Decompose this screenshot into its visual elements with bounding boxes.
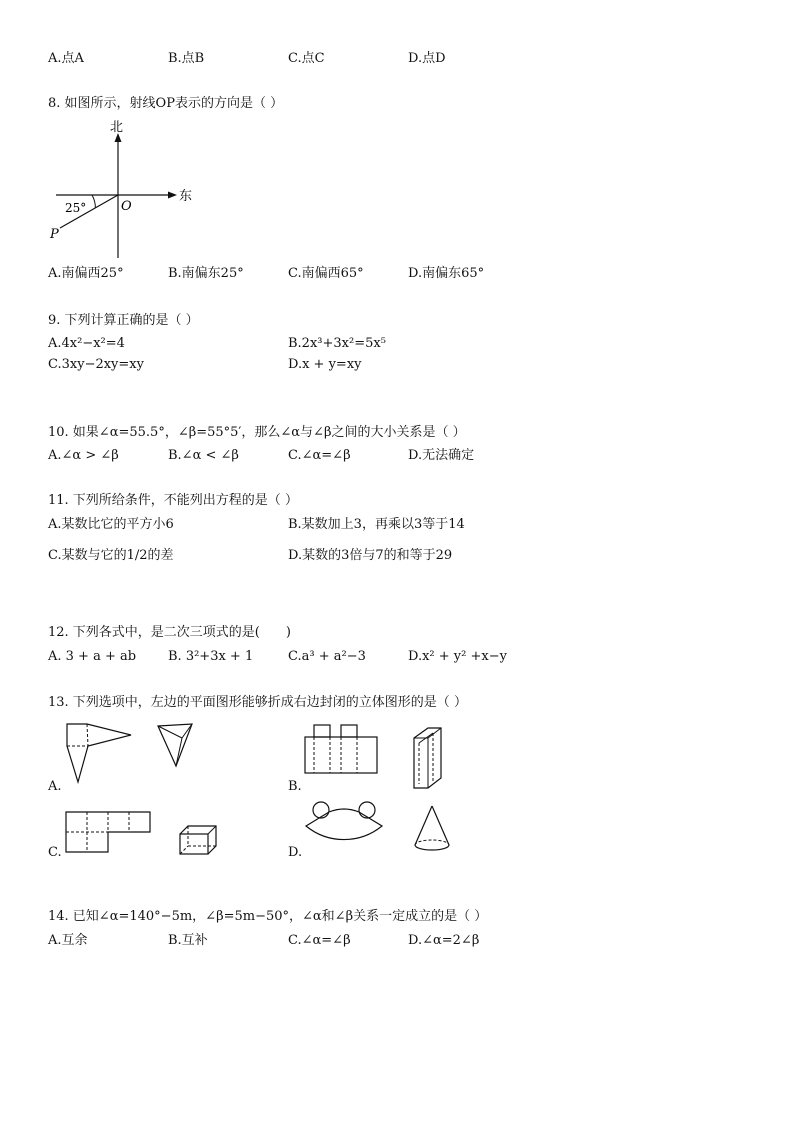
q10-option-b: B.∠α < ∠β	[168, 448, 239, 463]
q7-option-d: D.点D	[408, 51, 446, 66]
q10-option-d: D.无法确定	[408, 448, 475, 463]
q7-option-a: A.点A	[48, 51, 84, 66]
q12-option-c: C.a³ + a²−3	[288, 649, 366, 664]
q7-option-c: C.点C	[288, 51, 325, 66]
label-origin: O	[121, 199, 132, 214]
q9-option-a: A.4x²−x²=4	[48, 336, 125, 351]
q8-option-b: B.南偏东25°	[168, 266, 244, 281]
q14-option-a: A.互余	[48, 933, 88, 948]
q8-option-d: D.南偏东65°	[408, 266, 485, 281]
q12-option-a: A. 3 + a + ab	[48, 649, 137, 664]
q9-option-b: B.2x³+3x²=5x⁵	[288, 336, 386, 351]
q8-option-a: A.南偏西25°	[48, 266, 124, 281]
label-angle: 25°	[65, 201, 87, 215]
q13-stem: 13. 下列选项中，左边的平面图形能够折成右边封闭的立体图形的是（ ）	[48, 695, 467, 710]
q11-option-a: A.某数比它的平方小6	[48, 517, 174, 532]
q10-stem: 10. 如果∠α=55.5°，∠β=55°5′，那么∠α与∠β之间的大小关系是（ ）	[48, 425, 466, 440]
q10-option-c: C.∠α=∠β	[288, 448, 351, 463]
q13-option-b: B.	[288, 779, 302, 794]
q11-stem: 11. 下列所给条件，不能列出方程的是（ ）	[48, 493, 298, 508]
q14-stem: 14. 已知∠α=140°−5m，∠β=5m−50°，∠α和∠β关系一定成立的是（ ）	[48, 909, 488, 924]
q14-option-c: C.∠α=∠β	[288, 933, 351, 948]
q11-option-c: C.某数与它的1/2的差	[48, 548, 174, 563]
q10-option-a: A.∠α > ∠β	[48, 448, 119, 463]
q11-option-b: B.某数加上3，再乘以3等于14	[288, 517, 465, 532]
q13-option-a: A.	[48, 779, 62, 794]
q14-option-d: D.∠α=2∠β	[408, 933, 480, 948]
q12-option-b: B. 3²+3x + 1	[168, 649, 254, 664]
q7-option-b: B.点B	[168, 51, 205, 66]
q8-stem: 8. 如图所示，射线OP表示的方向是（ ）	[48, 96, 284, 111]
q13-option-d: D.	[288, 845, 303, 860]
label-point: P	[50, 227, 59, 242]
q12-option-d: D.x² + y² +x−y	[408, 649, 507, 664]
q13-option-c: C.	[48, 845, 62, 860]
q12-stem: 12. 下列各式中，是二次三项式的是( )	[48, 625, 291, 640]
q8-option-c: C.南偏西65°	[288, 266, 364, 281]
q11-option-d: D.某数的3倍与7的和等于29	[288, 548, 453, 563]
q9-option-c: C.3xy−2xy=xy	[48, 357, 144, 372]
q9-stem: 9. 下列计算正确的是（ ）	[48, 313, 199, 328]
q9-option-d: D.x + y=xy	[288, 357, 362, 372]
label-north: 北	[110, 120, 124, 135]
label-east: 东	[179, 189, 193, 204]
q14-option-b: B.互补	[168, 933, 208, 948]
